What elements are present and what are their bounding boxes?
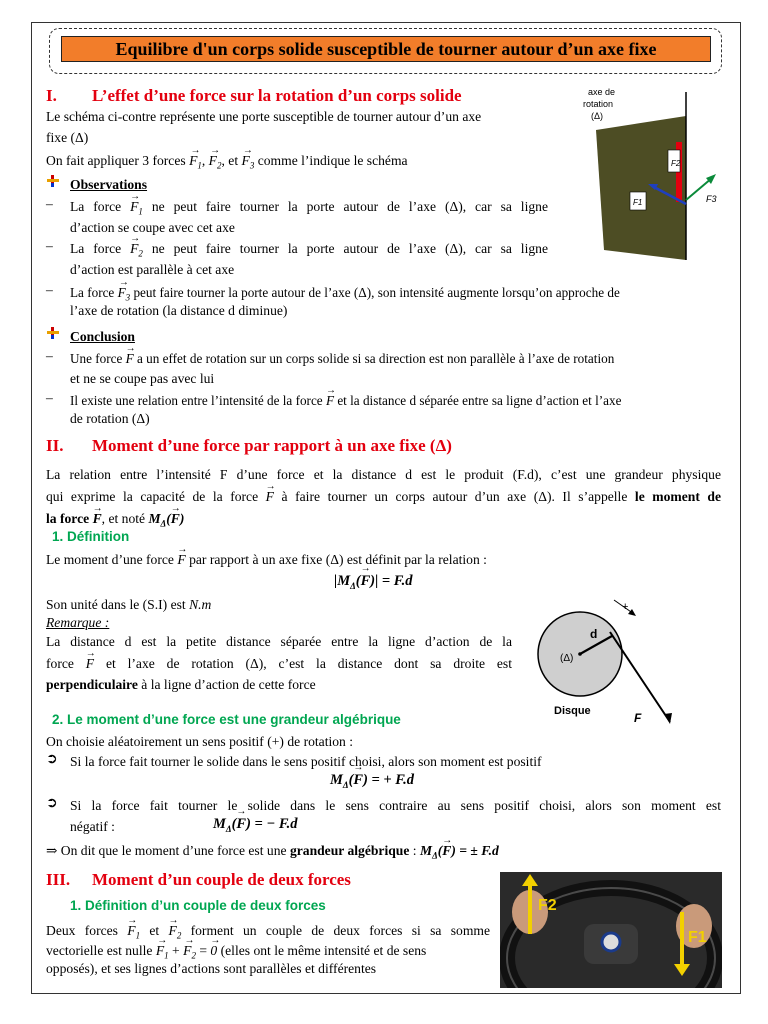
door-axis-label-3: (Δ) (591, 111, 604, 121)
obs3-line1: La force → $F_3$ peut faire tourner la porte autour de l’axe (Δ), son intensité augmente lorsqu’on approche de (70, 282, 620, 309)
s2-alg-line1: On choisie aléatoirement un sens positif (+) de rotation : (46, 734, 354, 749)
wheel-f1-label: F1 (688, 929, 707, 946)
conc2-line2: de rotation (Δ) (70, 411, 150, 426)
door-panel (596, 116, 686, 260)
dash-marker: – (46, 348, 53, 363)
s2-definition-line: Le moment d’une force → F par rapport à un axe fixe (Δ) est définit par la relation : (46, 549, 487, 570)
conc1-line1: Une force → F a un effet de rotation sur un corps solide si sa direction est non parallèle à l’axe de rotation (70, 348, 614, 369)
section-1-heading: I. L’effet d’une force sur la rotation d’un corps solide (46, 86, 462, 105)
page-title: Equilibre d'un corps solide susceptible de tourner autour d’un axe fixe (61, 36, 711, 62)
s2-alg-line2: Si la force fait tourner le solide dans le sens positif choisi, alors son moment est positif (70, 754, 542, 769)
wheel-f2-label: F2 (538, 897, 557, 914)
steering-wheel-photo (500, 872, 722, 988)
s2-p3: la force → F, et noté $M_\Delta(\to F)$ (46, 508, 184, 535)
positive-moment-equation: $M_\Delta(\to F)$ = + F.d (330, 772, 414, 790)
negative-moment-equation: $M_\Delta(\to F)$ = − F.d (213, 816, 298, 834)
dash-marker: – (46, 390, 53, 405)
obs1-line2: d’action se coupe avec cet axe (70, 220, 235, 235)
s3-p1: Deux forces → $F_1$ et → $F_2$ forment un couple de deux forces si sa somme (46, 920, 490, 947)
remarque-line2: force → F et l’axe de rotation (Δ), c’est la distance dont sa droite est (46, 653, 512, 674)
conclusion-label: Conclusion (70, 329, 135, 344)
remarque-label: Remarque : (46, 615, 110, 630)
door-axis-label: axe de (588, 87, 616, 97)
disc-distance-label: d (590, 627, 598, 641)
obs2-line2: d’action est parallèle à cet axe (70, 262, 235, 277)
f2-label: F2 (671, 159, 681, 168)
door-axis-label-2: rotation (583, 99, 614, 109)
s3-p3: opposés), et ses lignes d’actions sont parallèles et différentes (46, 961, 377, 976)
s2-p1: La relation entre l’intensité F d’une force et la distance d est le produit (F.d), c’est une grandeur physique (46, 467, 721, 482)
moment-definition-equation: $|M_\Delta(\to F)| = F.d$ (334, 573, 412, 591)
arrow-bullet-icon: ➲ (46, 796, 58, 811)
s2-sub1-definition: 1. Définition (52, 529, 130, 544)
section-2-heading: II. Moment d’une force par rapport à un axe fixe (Δ) (46, 436, 452, 455)
f1-label: F1 (633, 198, 643, 207)
s3-sub1: 1. Définition d’un couple de deux forces (70, 898, 326, 913)
f3-label: F3 (706, 194, 717, 204)
disc-force-arrow-head (664, 713, 672, 724)
arrow-bullet-icon: ➲ (46, 752, 58, 767)
disc-force-label: F (634, 711, 642, 725)
remarque-line1: La distance d est la petite distance séparée entre la ligne d’action de la (46, 634, 512, 649)
disc-positive-label: + (622, 601, 629, 613)
s3-p2: vectorielle est nulle → $F_1$ + → $F_2$ = → 0 (elles ont le même intensité et de sens (46, 940, 426, 967)
observations-label: Observations (70, 177, 148, 192)
conclusion-bullet-icon (46, 326, 60, 345)
disc-force-line (610, 632, 670, 722)
obs2-line1: La force → $F_2$ ne peut faire tourner la porte autour de l’axe (Δ), car sa ligne (70, 238, 548, 265)
dash-marker: – (46, 282, 53, 297)
dash-marker: – (46, 196, 53, 211)
obs3-line2: l’axe de rotation (la distance d diminue) (70, 303, 288, 318)
s2-alg-line4: ⇒ On dit que le moment d’une force est une grandeur algébrique : $M_\Delta(\to F)$ = ± F.d (46, 840, 499, 867)
obs1-line1: La force → $F_1$ ne peut faire tourner la porte autour de l’axe (Δ), car sa ligne (70, 196, 548, 223)
disc-axis-label: (Δ) (560, 653, 574, 664)
brand-logo-icon (602, 933, 620, 951)
s1-intro-line2: fixe (Δ) (46, 130, 89, 145)
s1-intro-line1: Le schéma ci-contre représente une porte susceptible de tourner autour d’un axe (46, 109, 482, 124)
remarque-line3: perpendiculaire à la ligne d’action de cette force (46, 677, 316, 692)
s1-forces-line: On fait appliquer 3 forces → $F_1$, → $F_2$, et → $F_3$ comme l’indique le schéma (46, 150, 408, 177)
s2-unit-line: Son unité dans le (S.I) est N.m (46, 597, 212, 612)
disc-caption: Disque (554, 705, 591, 717)
disc-figure (530, 592, 710, 728)
door-figure (560, 84, 730, 260)
dash-marker: – (46, 238, 53, 253)
observations-bullet-icon (46, 174, 60, 193)
section-3-heading: III. Moment d’un couple de deux forces (46, 870, 351, 889)
s2-alg-line3: Si la force fait tourner le solide dans le sens contraire au sens positif choisi, alors son moment est (70, 798, 721, 813)
conc2-line1: Il existe une relation entre l’intensité de la force → F et la distance d séparée entre sa ligne d’action et l’axe (70, 390, 621, 411)
s2-sub2-algebraic: 2. Le moment d’une force est une grandeur algébrique (52, 712, 401, 727)
conc1-line2: et ne se coupe pas avec lui (70, 371, 215, 386)
s2-p2: qui exprime la capacité de la force → F à faire tourner un corps autour d’un axe (Δ). Il s’appelle le moment de (46, 486, 721, 507)
s2-alg-line3b: négatif : (70, 819, 115, 834)
